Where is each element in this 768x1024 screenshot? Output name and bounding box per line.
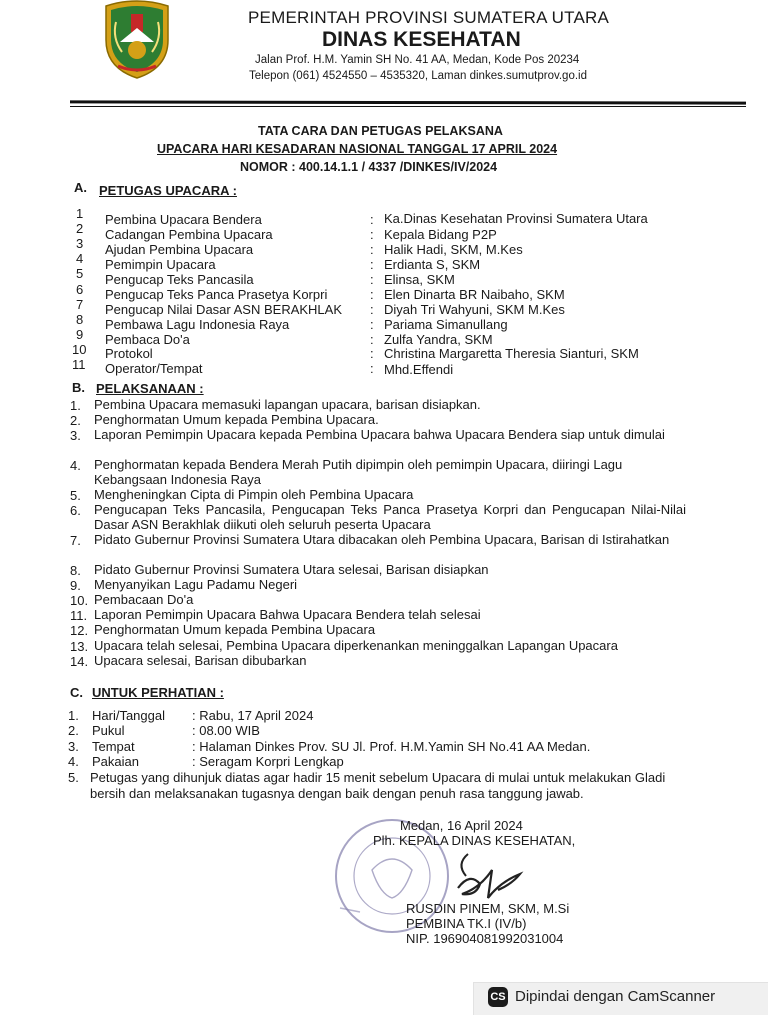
officer-colon: : <box>370 287 374 302</box>
notice-value: : Halaman Dinkes Prov. SU Jl. Prof. H.M.Yamin SH No.41 AA Medan. <box>192 739 591 754</box>
notice-no: 4. <box>68 754 79 769</box>
procedure-no: 10. <box>70 593 89 608</box>
officer-no: 4 <box>76 251 84 266</box>
officer-role: Protokol <box>105 346 153 361</box>
officer-colon: : <box>370 332 374 347</box>
officer-role: Pemimpin Upacara <box>105 257 216 272</box>
procedure-text: Laporan Pemimpin Upacara Bahwa Upacara Bendera telah selesai <box>94 607 481 622</box>
header-rule-thick <box>70 100 746 104</box>
notice-label: Pukul <box>92 723 125 738</box>
section-b-heading: PELAKSANAAN : <box>96 381 204 396</box>
procedure-no: 3. <box>70 428 81 443</box>
officer-name: Mhd.Effendi <box>384 362 454 377</box>
document-number: NOMOR : 400.14.1.1 / 4337 /DINKES/IV/2024 <box>240 160 498 174</box>
officer-colon: : <box>370 272 374 287</box>
officer-name: Ka.Dinas Kesehatan Provinsi Sumatera Utara <box>384 211 648 226</box>
procedure-text: Penghormatan Umum kepada Pembina Upacara <box>94 622 376 637</box>
notice-no: 1. <box>68 708 79 723</box>
officer-colon: : <box>370 302 374 317</box>
section-a-letter: A. <box>74 180 87 195</box>
officer-no: 3 <box>76 236 84 251</box>
document-title: TATA CARA DAN PETUGAS PELAKSANA <box>258 124 503 138</box>
officer-colon: : <box>370 361 374 376</box>
header-rule-thin <box>70 106 746 107</box>
officer-name: Diyah Tri Wahyuni, SKM M.Kes <box>384 302 565 317</box>
procedure-text: Pengucapan Teks Pancasila, Pengucapan Teks Panca Prasetya Korpri dan Pengucapan Nilai-Nilai Dasar ASN Berakhlak diikuti oleh seluruh peserta Upacara <box>94 502 686 532</box>
contact-line: Telepon (061) 4524550 – 4535320, Laman dinkes.sumutprov.go.id <box>249 70 587 82</box>
procedure-text: Mengheningkan Cipta di Pimpin oleh Pembina Upacara <box>94 487 414 502</box>
province-logo <box>98 0 176 80</box>
officer-name: Erdianta S, SKM <box>384 257 481 272</box>
procedure-text: Pidato Gubernur Provinsi Sumatera Utara selesai, Barisan disiapkan <box>94 562 489 577</box>
officer-role: Pembaca Do'a <box>105 332 190 347</box>
notice-label: Tempat <box>92 739 135 754</box>
officer-name: Christina Margaretta Theresia Sianturi, SKM <box>384 346 639 361</box>
officer-role: Ajudan Pembina Upacara <box>105 242 254 257</box>
officer-role: Pengucap Teks Pancasila <box>105 272 254 287</box>
procedure-no: 6. <box>70 503 81 518</box>
officer-name: Elinsa, SKM <box>384 272 455 287</box>
section-c-heading: UNTUK PERHATIAN : <box>92 685 224 700</box>
officer-colon: : <box>370 257 374 272</box>
officer-role: Pembawa Lagu Indonesia Raya <box>105 317 290 332</box>
notice-text: Petugas yang dihunjuk diatas agar hadir 15 menit sebelum Upacara di mulai untuk melakukan Gladi bersih dan melaksanakan tugasnya dengan baik dengan penuh rasa tanggung jawab. <box>90 770 666 801</box>
procedure-no: 11. <box>70 608 88 623</box>
officer-colon: : <box>370 317 374 332</box>
procedure-text: Menyanyikan Lagu Padamu Negeri <box>94 577 298 592</box>
notice-no: 2. <box>68 723 79 738</box>
signing-place-date: Medan, 16 April 2024 <box>400 818 523 833</box>
procedure-text: Penghormatan kepada Bendera Merah Putih dipimpin oleh pemimpin Upacara, diiringi Lagu Kebangsaan Indonesia Raya <box>94 457 623 487</box>
signer-rank: PEMBINA TK.I (IV/b) <box>406 916 527 931</box>
camscanner-icon: CS <box>488 987 508 1007</box>
procedure-text: Penghormatan Umum kepada Pembina Upacara. <box>94 412 379 427</box>
officer-no: 5 <box>76 266 84 281</box>
signer-name: RUSDIN PINEM, SKM, M.Si <box>406 901 570 916</box>
procedure-no: 13. <box>70 639 89 654</box>
procedure-no: 9. <box>70 578 81 593</box>
address-line: Jalan Prof. H.M. Yamin SH No. 41 AA, Medan, Kode Pos 20234 <box>255 54 580 66</box>
officer-no: 10 <box>72 342 87 357</box>
officer-name: Kepala Bidang P2P <box>384 227 497 242</box>
officer-no: 9 <box>76 327 84 342</box>
officer-name: Zulfa Yandra, SKM <box>384 332 493 347</box>
section-a-heading: PETUGAS UPACARA : <box>99 183 237 198</box>
officer-role: Pengucap Teks Panca Prasetya Korpri <box>105 287 328 302</box>
officer-colon: : <box>370 242 374 257</box>
officer-role: Pengucap Nilai Dasar ASN BERAKHLAK <box>105 302 343 317</box>
procedure-no: 7. <box>70 533 81 548</box>
procedure-no: 5. <box>70 488 81 503</box>
officer-role: Operator/Tempat <box>105 361 203 376</box>
officer-name: Elen Dinarta BR Naibaho, SKM <box>384 287 565 302</box>
document-subtitle: UPACARA HARI KESADARAN NASIONAL TANGGAL 17 APRIL 2024 <box>157 142 558 156</box>
officer-no: 8 <box>76 312 84 327</box>
signer-nip: NIP. 196904081992031004 <box>406 931 564 946</box>
officer-colon: : <box>370 212 374 227</box>
officer-no: 11 <box>72 357 86 372</box>
officer-no: 1 <box>76 206 84 221</box>
procedure-text: Pembina Upacara memasuki lapangan upacara, barisan disiapkan. <box>94 397 481 412</box>
procedure-text: Upacara telah selesai, Pembina Upacara diperkenankan meninggalkan Lapangan Upacara <box>94 638 618 653</box>
officer-colon: : <box>370 346 374 361</box>
procedure-no: 1. <box>70 398 81 413</box>
notice-no: 5. <box>68 770 79 785</box>
officer-no: 6 <box>76 282 84 297</box>
procedure-text: Laporan Pemimpin Upacara kepada Pembina Upacara bahwa Upacara Bendera siap untuk dimulai <box>94 427 665 442</box>
notice-label: Hari/Tanggal <box>92 708 165 723</box>
department-name: DINAS KESEHATAN <box>322 28 521 51</box>
section-b-letter: B. <box>72 380 85 395</box>
procedure-no: 4. <box>70 458 81 473</box>
procedure-text: Pembacaan Do'a <box>94 592 194 607</box>
signer-position: Plh. KEPALA DINAS KESEHATAN, <box>373 833 576 848</box>
officer-role: Cadangan Pembina Upacara <box>105 227 273 242</box>
notice-value: : Rabu, 17 April 2024 <box>192 708 314 723</box>
procedure-no: 8. <box>70 563 81 578</box>
procedure-text: Upacara selesai, Barisan dibubarkan <box>94 653 307 668</box>
procedure-no: 2. <box>70 413 81 428</box>
procedure-no: 12. <box>70 623 89 638</box>
officer-name: Pariama Simanullang <box>384 317 508 332</box>
officer-no: 2 <box>76 221 84 236</box>
officer-role: Pembina Upacara Bendera <box>105 212 262 227</box>
procedure-no: 14. <box>70 654 89 669</box>
notice-value: : 08.00 WIB <box>192 723 260 738</box>
officer-colon: : <box>370 227 374 242</box>
notice-value: : Seragam Korpri Lengkap <box>192 754 344 769</box>
org-line: PEMERINTAH PROVINSI SUMATERA UTARA <box>248 8 610 27</box>
notice-label: Pakaian <box>92 754 139 769</box>
procedure-text: Pidato Gubernur Provinsi Sumatera Utara dibacakan oleh Pembina Upacara, Barisan di Istirahatkan <box>94 532 670 547</box>
officer-name: Halik Hadi, SKM, M.Kes <box>384 242 523 257</box>
section-c-letter: C. <box>70 685 83 700</box>
notice-no: 3. <box>68 739 79 754</box>
scanner-watermark-text: Dipindai dengan CamScanner <box>515 988 716 1005</box>
officer-no: 7 <box>76 297 84 312</box>
